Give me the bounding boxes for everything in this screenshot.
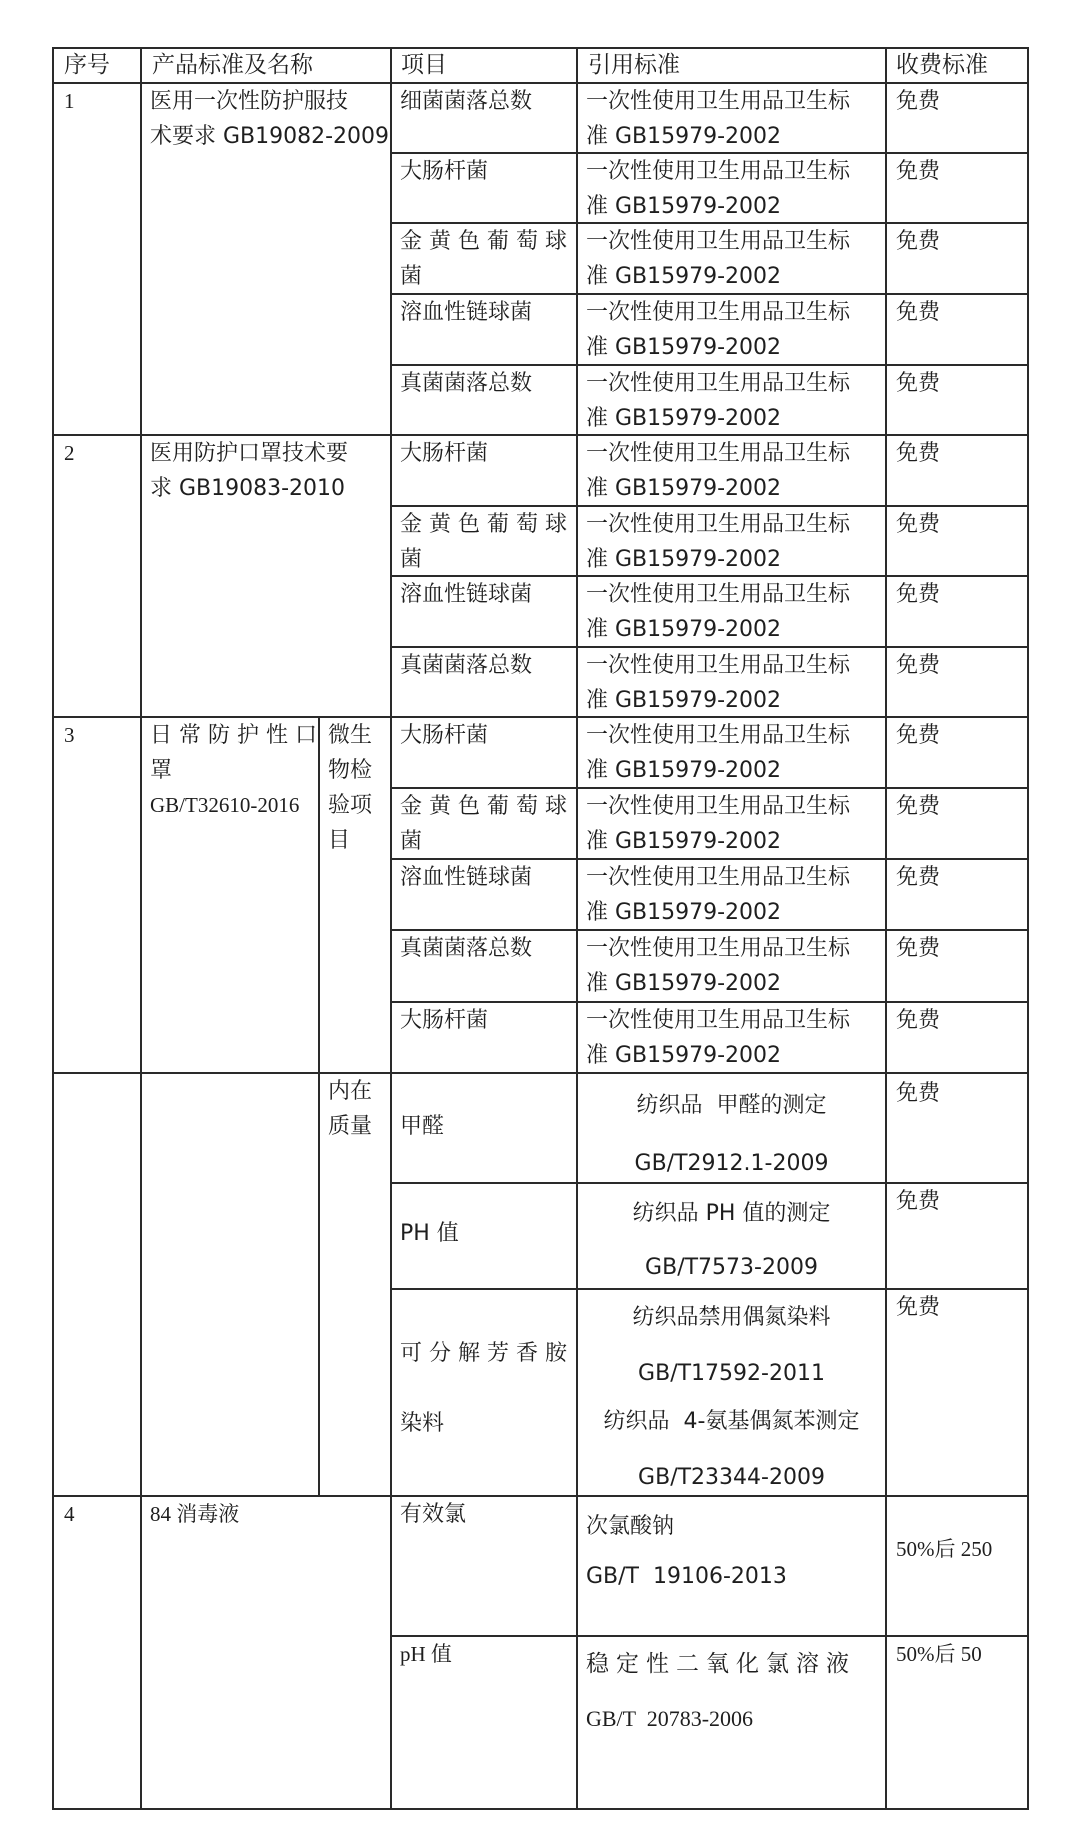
test-item: 真菌菌落总数 [400, 653, 533, 678]
fee-cell: 免费 [896, 441, 941, 466]
ref-line: 纺织品 PH 值的测定 [632, 1201, 831, 1226]
ref-line: 准 GB15979-2002 [586, 829, 782, 854]
fee-cell: 免费 [896, 512, 941, 537]
fee-cell: 50%后 50 [896, 1642, 982, 1666]
test-item: 大肠杆菌 [400, 1008, 489, 1033]
product-name: 84 消毒液 [150, 1502, 240, 1526]
header-seq: 序号 [64, 52, 110, 78]
ref-line: 一次性使用卫生用品卫生标 [586, 865, 851, 890]
product-name: 医用一次性防护服技 [150, 89, 349, 114]
ref-line: GB/T17592-2011 [638, 1361, 825, 1386]
ref-line: 一次性使用卫生用品卫生标 [586, 794, 851, 819]
test-item: 细菌菌落总数 [400, 89, 533, 114]
table-col-rule [885, 47, 887, 1809]
ref-line: 准 GB15979-2002 [586, 476, 782, 501]
ref-line: 准 GB15979-2002 [586, 264, 782, 289]
table-col-rule [390, 47, 392, 1809]
test-item: 大肠杆菌 [400, 723, 489, 748]
product-name: 罩 [150, 758, 173, 783]
seq-cell: 3 [64, 723, 75, 747]
seq-cell: 4 [64, 1502, 75, 1526]
product-name: 求 GB19083-2010 [150, 476, 346, 501]
table-col-rule [318, 716, 320, 1495]
test-item: 溶血性链球菌 [400, 300, 533, 325]
fee-cell: 免费 [896, 1189, 941, 1214]
table-border-bottom [52, 1808, 1029, 1810]
ref-line: 准 GB15979-2002 [586, 688, 782, 713]
fee-cell: 免费 [896, 1008, 941, 1033]
ref-line: 准 GB15979-2002 [586, 547, 782, 572]
table-col-rule [576, 47, 578, 1809]
ref-line: GB/T2912.1-2009 [634, 1151, 829, 1176]
ref-line: 一次性使用卫生用品卫生标 [586, 512, 851, 537]
fee-cell: 免费 [896, 653, 941, 678]
sub-category-micro: 微生 物检 验项 目 [328, 723, 373, 853]
fee-cell: 免费 [896, 89, 941, 114]
seq-cell: 1 [64, 89, 75, 113]
ref-line: 准 GB15979-2002 [586, 617, 782, 642]
fee-cell: 免费 [896, 229, 941, 254]
ref-line: 一次性使用卫生用品卫生标 [586, 441, 851, 466]
table-border-left [52, 47, 54, 1809]
ref-line: 一次性使用卫生用品卫生标 [586, 936, 851, 961]
sub-category-quality: 内在 质量 [328, 1079, 373, 1139]
ref-line: 一次性使用卫生用品卫生标 [586, 653, 851, 678]
fee-cell: 50%后 250 [896, 1537, 993, 1561]
fee-cell: 免费 [896, 300, 941, 325]
product-name: 日常防护性口 [150, 723, 325, 748]
fee-cell: 免费 [896, 1295, 941, 1320]
test-item: 大肠杆菌 [400, 441, 489, 466]
header-item: 项目 [401, 52, 447, 78]
table-border-top [52, 47, 1029, 49]
test-item: 真菌菌落总数 [400, 371, 533, 396]
seq-cell: 2 [64, 441, 75, 465]
table-rule [52, 1072, 1029, 1074]
ref-line: 准 GB15979-2002 [586, 971, 782, 996]
fee-cell: 免费 [896, 371, 941, 396]
ref-line: 一次性使用卫生用品卫生标 [586, 1008, 851, 1033]
ref-line: 一次性使用卫生用品卫生标 [586, 89, 851, 114]
ref-line: 一次性使用卫生用品卫生标 [586, 582, 851, 607]
test-item: 金黄色葡萄球 菌 [400, 229, 575, 289]
fee-cell: 免费 [896, 723, 941, 748]
test-item: 溶血性链球菌 [400, 582, 533, 607]
fee-cell: 免费 [896, 582, 941, 607]
product-standard: GB/T32610-2016 [150, 793, 300, 817]
ref-line: 准 GB15979-2002 [586, 758, 782, 783]
ref-line: 一次性使用卫生用品卫生标 [586, 300, 851, 325]
product-name: 术要求 GB19082-2009 [150, 124, 390, 149]
header-fee: 收费标准 [896, 52, 988, 78]
product-name: 医用防护口罩技术要 [150, 441, 349, 466]
test-item: 大肠杆菌 [400, 159, 489, 184]
fee-cell: 免费 [896, 1081, 941, 1106]
fee-cell: 免费 [896, 159, 941, 184]
test-item: 可分解芳香胺 [400, 1341, 575, 1366]
ref-line: 一次性使用卫生用品卫生标 [586, 159, 851, 184]
test-item: 甲醛 [400, 1114, 445, 1139]
ref-line: 一次性使用卫生用品卫生标 [586, 723, 851, 748]
ref-line: 一次性使用卫生用品卫生标 [586, 229, 851, 254]
ref-line: 稳定性二氧化氯溶液 [586, 1651, 856, 1677]
test-item: 金黄色葡萄球 菌 [400, 794, 575, 854]
ref-line: 准 GB15979-2002 [586, 900, 782, 925]
ref-line: 一次性使用卫生用品卫生标 [586, 371, 851, 396]
ref-line: 纺织品禁用偶氮染料 [632, 1305, 831, 1330]
test-item: 有效氯 [400, 1502, 467, 1527]
ref-line: GB/T23344-2009 [638, 1465, 825, 1490]
table-col-rule [140, 47, 142, 1809]
header-ref: 引用标准 [588, 52, 680, 78]
fee-cell: 免费 [896, 865, 941, 890]
ref-line: 纺织品 甲醛的测定 [636, 1093, 827, 1118]
ref-line: 次氯酸钠 [586, 1514, 675, 1539]
test-item: 金黄色葡萄球 菌 [400, 512, 575, 572]
ref-line: 准 GB15979-2002 [586, 124, 782, 149]
ref-line: 准 GB15979-2002 [586, 335, 782, 360]
ref-line: 准 GB15979-2002 [586, 194, 782, 219]
table-border-right [1027, 47, 1029, 1809]
test-item: PH 值 [400, 1221, 459, 1246]
ref-line: GB/T 20783-2006 [586, 1706, 754, 1731]
fee-cell: 免费 [896, 936, 941, 961]
ref-line: 准 GB15979-2002 [586, 406, 782, 431]
ref-line: GB/T 19106-2013 [586, 1564, 787, 1589]
test-item: 溶血性链球菌 [400, 865, 533, 890]
fee-cell: 免费 [896, 794, 941, 819]
header-product: 产品标准及名称 [152, 52, 313, 78]
test-item: pH 值 [400, 1642, 452, 1666]
ref-line: 纺织品 4-氨基偶氮苯测定 [603, 1409, 860, 1434]
ref-line: GB/T7573-2009 [645, 1255, 818, 1280]
test-item: 染料 [400, 1411, 445, 1436]
test-item: 真菌菌落总数 [400, 936, 533, 961]
ref-line: 准 GB15979-2002 [586, 1043, 782, 1068]
